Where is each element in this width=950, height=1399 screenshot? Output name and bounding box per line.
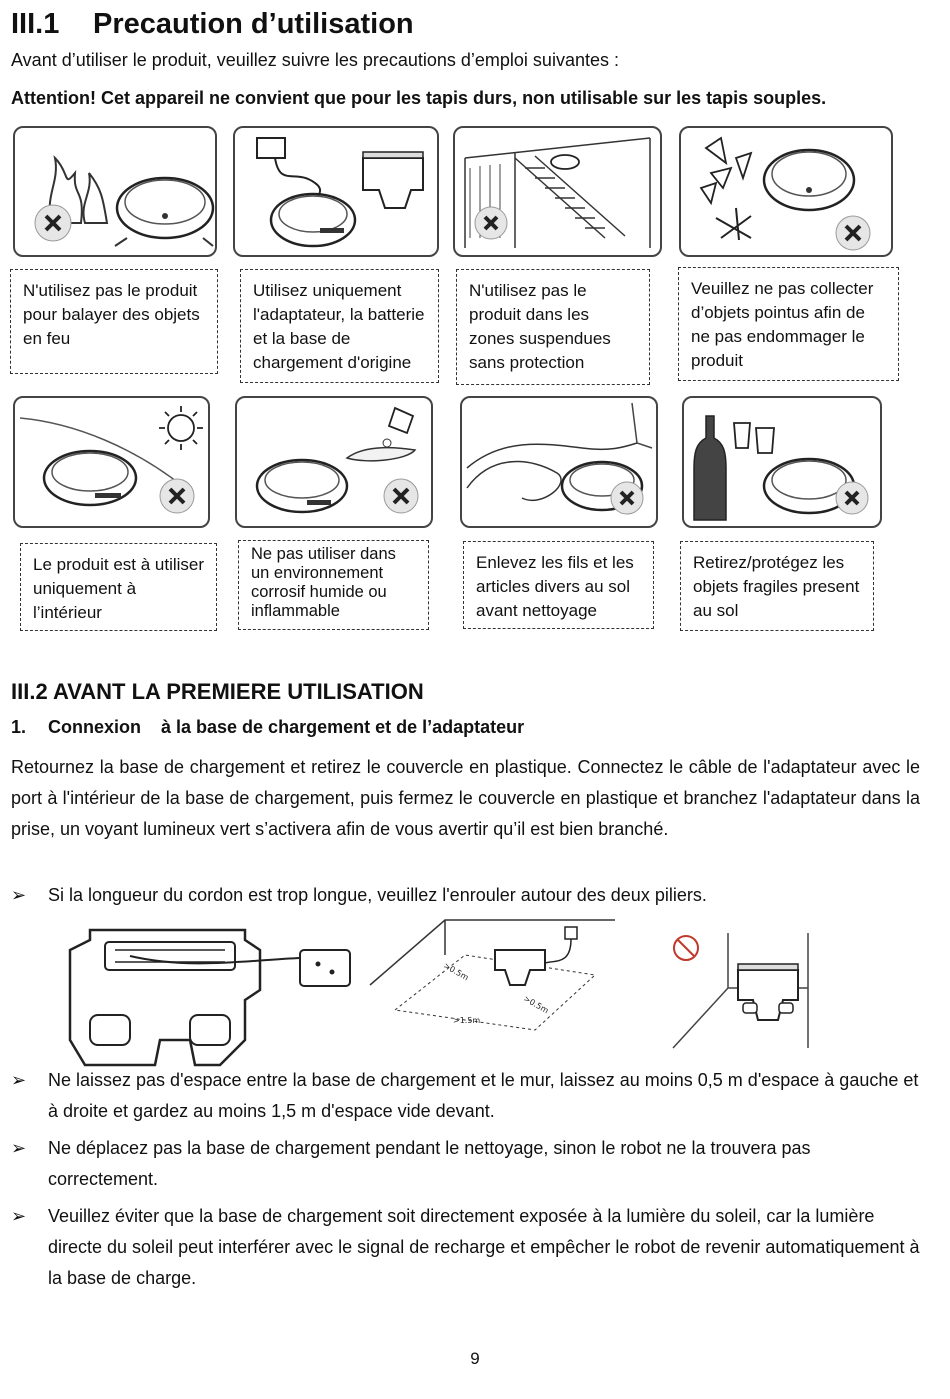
label-left-clearance: >0.5m xyxy=(442,960,471,983)
illustration-stairs xyxy=(453,126,662,257)
caption-liquid: Ne pas utiliser dans un environnement corrosif humide ou inflammable xyxy=(238,540,429,630)
caption-original-accessories: Utilisez uniquement l'adaptateur, la batterie et la base de chargement d'origine xyxy=(240,269,439,383)
page-number: 9 xyxy=(470,1349,480,1368)
illustration-fragile xyxy=(682,396,882,528)
bullet-arrow-icon: ➢ xyxy=(11,1070,27,1090)
section-title: III.1 Precaution d’utilisation xyxy=(11,8,414,40)
section2-title: III.2 AVANT LA PREMIERE UTILISATION xyxy=(11,679,424,704)
bullet-do-not-move: ➢ Ne déplacez pas la base de chargement pendant le nettoyage, sinon le robot ne la trouvera pas correctement. xyxy=(11,1133,920,1195)
caption-indoor: Le produit est à utiliser uniquement à l’intérieur xyxy=(20,543,217,631)
intro-text: Avant d’utiliser le produit, veuillez suivre les precautions d’emploi suivantes : xyxy=(11,50,619,70)
illustration-no-sunlight xyxy=(668,928,813,1063)
caption-stairs: N'utilisez pas le produit dans les zones suspendues sans protection xyxy=(456,269,650,385)
illustration-clearance-diagram xyxy=(365,915,620,1035)
illustration-sharp-objects xyxy=(679,126,893,257)
label-right-clearance: >0.5m xyxy=(522,993,551,1016)
illustration-cord-winding xyxy=(60,920,360,1070)
bullet-cord: ➢ Si la longueur du cordon est trop longue, veuillez l'enrouler autour des deux piliers. xyxy=(11,880,920,911)
illustration-fire xyxy=(13,126,217,257)
bullet-arrow-icon: ➢ xyxy=(11,1206,27,1226)
illustration-cables xyxy=(460,396,658,528)
bullet-wall-clearance: ➢ Ne laissez pas d'espace entre la base de chargement et le mur, laissez au moins 0,5 m d'espace à gauche et à droite et gardez au moins 1,5 m d'espace vide devant. xyxy=(11,1065,920,1127)
illustration-original-accessories xyxy=(233,126,439,257)
label-front-clearance: >1.5m xyxy=(453,1016,481,1025)
subsection-title: 1. Connexion à la base de chargement et de l’adaptateur xyxy=(11,717,525,737)
caption-fragile: Retirez/protégez les objets fragiles present au sol xyxy=(680,541,874,631)
bullet-arrow-icon: ➢ xyxy=(11,885,27,905)
warning-text: Attention! Cet appareil ne convient que pour les tapis durs, non utilisable sur les tapis souples. xyxy=(11,88,827,108)
illustration-indoor xyxy=(13,396,210,528)
illustration-liquid xyxy=(235,396,433,528)
bullet-sunlight: ➢ Veuillez éviter que la base de chargement soit directement exposée à la lumière du soleil, car la lumière directe du soleil peut interférer avec le signal de recharge et empêcher le robot de revenir automatiquement à la base de charge. xyxy=(11,1201,920,1294)
caption-cables: Enlevez les fils et les articles divers au sol avant nettoyage xyxy=(463,541,654,629)
connection-paragraph: Retournez la base de chargement et retirez le couvercle en plastique. Connectez le câble de l'adaptateur avec le port à l'intérieur de la base de chargement, puis fermez le couvercle en plastique et branchez l'adaptateur dans la prise, un voyant lumineux vert s’activera afin de vous avertir qu’il est bien branché. xyxy=(11,757,920,839)
caption-fire: N'utilisez pas le produit pour balayer des objets en feu xyxy=(10,269,218,374)
caption-sharp-objects: Veuillez ne pas collecter d’objets pointus afin de ne pas endommager le produit xyxy=(678,267,899,381)
bullet-arrow-icon: ➢ xyxy=(11,1138,27,1158)
